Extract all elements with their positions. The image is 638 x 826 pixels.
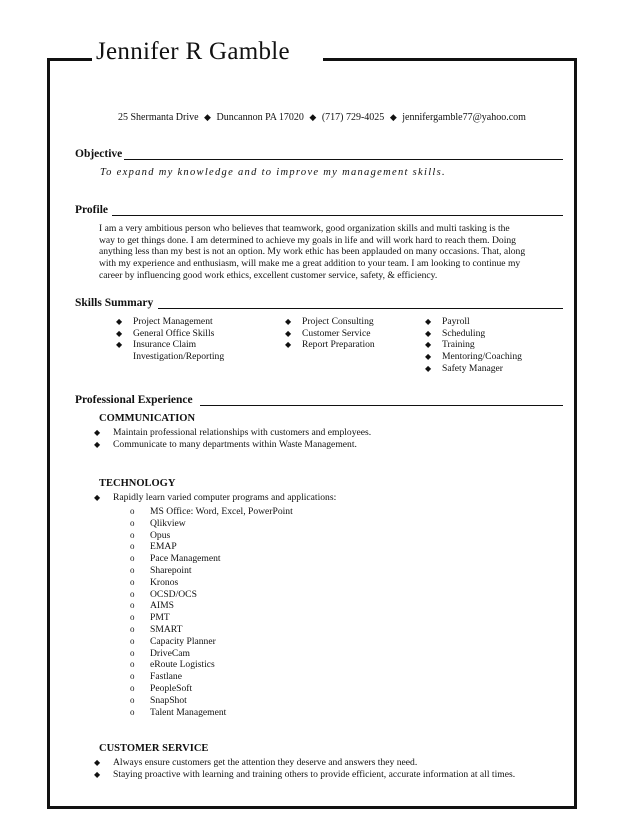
profile-line: with my experience and enthusiasm, will make me a great addition to your team. I am looking to continue my xyxy=(99,258,521,270)
technology-intro xyxy=(94,492,336,504)
contact-address: 25 Shermanta Drive xyxy=(118,112,199,123)
right-border xyxy=(574,58,577,809)
objective-text: To expand my knowledge and to improve my management skills. xyxy=(100,167,446,178)
technology-title: TECHNOLOGY xyxy=(99,478,176,489)
experience-heading: Professional Experience xyxy=(75,394,193,406)
diamond-bullet-icon: ◆ xyxy=(285,328,292,338)
contact-line xyxy=(118,112,526,123)
software-item: o PeopleSoft xyxy=(130,682,193,694)
communication-item: ◆ Communicate to many departments within Waste Management. xyxy=(94,438,357,450)
objective-rule xyxy=(124,159,563,160)
circle-bullet-icon: o xyxy=(130,623,135,634)
diamond-bullet-icon: ◆ xyxy=(425,352,432,362)
circle-bullet-icon: o xyxy=(130,553,135,564)
skill-item: ◆ Project Management xyxy=(116,316,213,327)
software-item: o OCSD/OCS xyxy=(130,588,197,600)
circle-bullet-icon: o xyxy=(130,517,135,528)
contact-city: Duncannon PA 17020 xyxy=(216,112,304,123)
circle-bullet-icon: o xyxy=(130,600,135,611)
skill-item: ◆ Insurance Claim xyxy=(116,339,197,351)
left-border xyxy=(47,58,50,809)
skill-item: ◆ General Office Skills xyxy=(116,327,215,339)
skills-rule xyxy=(158,308,563,309)
profile-heading: Profile xyxy=(75,204,108,216)
skill-item: ◆ Customer Service xyxy=(285,327,371,339)
skill-item: ◆ Mentoring/Coaching xyxy=(425,351,522,363)
communication-title: COMMUNICATION xyxy=(99,413,196,424)
profile-line: anything less than my best is not an option. My work ethic has been applauded on many occasions. That, along xyxy=(99,246,526,258)
circle-bullet-icon: o xyxy=(130,694,135,705)
skill-item: ◆ Training xyxy=(425,339,475,351)
skills-column-3 xyxy=(425,316,522,375)
communication-item: ◆ Maintain professional relationships with customers and employees. xyxy=(94,427,372,438)
software-item: o EMAP xyxy=(130,541,177,553)
software-item: o Sharepoint xyxy=(130,564,192,576)
software-item: o Kronos xyxy=(130,576,179,588)
experience-rule xyxy=(200,405,563,406)
diamond-separator-icon: ◆ xyxy=(389,112,397,122)
software-item: o eRoute Logistics xyxy=(130,659,215,671)
diamond-bullet-icon: ◆ xyxy=(285,317,292,326)
candidate-name: Jennifer R Gamble xyxy=(96,38,290,65)
skill-item: ◆ Project Consulting xyxy=(285,316,374,327)
customer-service-title: CUSTOMER SERVICE xyxy=(99,743,209,754)
diamond-separator-icon: ◆ xyxy=(309,112,317,122)
diamond-bullet-icon: ◆ xyxy=(94,769,101,779)
customer-service-list xyxy=(94,757,515,780)
profile-line: I am a very ambitious person who believes that teamwork, good organization skills and multi tasking is the xyxy=(99,223,510,234)
diamond-bullet-icon: ◆ xyxy=(94,493,101,502)
top-border-left xyxy=(47,58,92,61)
circle-bullet-icon: o xyxy=(130,588,135,599)
profile-line: way to get things done. I am determined to achieve my goals in life and will work hard to reach them. Doing xyxy=(99,234,516,246)
contact-phone: (717) 729-4025 xyxy=(321,112,385,123)
diamond-bullet-icon: ◆ xyxy=(94,758,101,767)
circle-bullet-icon: o xyxy=(130,659,135,670)
software-item: o PMT xyxy=(130,612,170,624)
skill-item: ◆ Payroll xyxy=(425,316,470,327)
circle-bullet-icon: o xyxy=(130,682,135,693)
skills-column-1 xyxy=(116,316,224,363)
diamond-bullet-icon: ◆ xyxy=(285,340,292,350)
circle-bullet-icon: o xyxy=(130,612,135,623)
software-item: o Talent Management xyxy=(130,706,227,718)
diamond-bullet-icon: ◆ xyxy=(425,328,432,338)
technology-intro-item: ◆ Rapidly learn varied computer programs and applications: xyxy=(94,492,337,503)
customer-service-item: ◆ Staying proactive with learning and training others to provide efficient, accurate information at all times. xyxy=(94,768,516,780)
software-item: o Opus xyxy=(130,529,171,541)
circle-bullet-icon: o xyxy=(130,671,135,682)
diamond-bullet-icon: ◆ xyxy=(425,340,432,350)
diamond-bullet-icon: ◆ xyxy=(425,317,432,326)
diamond-bullet-icon: ◆ xyxy=(116,317,123,326)
skills-column-2 xyxy=(285,316,375,351)
software-item: o Capacity Planner xyxy=(130,635,216,647)
software-item: o MS Office: Word, Excel, PowerPoint xyxy=(130,506,293,517)
circle-bullet-icon: o xyxy=(130,529,135,540)
diamond-bullet-icon: ◆ xyxy=(94,439,101,449)
circle-bullet-icon: o xyxy=(130,635,135,646)
circle-bullet-icon: o xyxy=(130,564,135,575)
customer-service-item: ◆ Always ensure customers get the attention they deserve and answers they need. xyxy=(94,757,418,768)
software-item: o Fastlane xyxy=(130,671,182,683)
software-item: o SMART xyxy=(130,623,183,635)
diamond-bullet-icon: ◆ xyxy=(116,340,123,350)
communication-list xyxy=(94,427,371,450)
circle-bullet-icon: o xyxy=(130,706,135,717)
software-item: o Qlikview xyxy=(130,517,186,529)
profile-paragraph xyxy=(99,223,559,282)
software-item: o Pace Management xyxy=(130,553,221,565)
top-border-right xyxy=(323,58,577,61)
profile-rule xyxy=(112,215,563,216)
diamond-bullet-icon: ◆ xyxy=(425,363,432,373)
technology-software-list xyxy=(130,506,293,718)
software-item: o SnapShot xyxy=(130,694,187,706)
skill-item-continuation: Investigation/Reporting xyxy=(133,351,225,363)
contact-email[interactable]: jennifergamble77@yahoo.com xyxy=(402,112,526,123)
skill-item: ◆ Report Preparation xyxy=(285,339,375,351)
diamond-bullet-icon: ◆ xyxy=(94,428,101,437)
circle-bullet-icon: o xyxy=(130,541,135,552)
skill-item: ◆ Safety Manager xyxy=(425,362,504,374)
circle-bullet-icon: o xyxy=(130,647,135,658)
skills-heading: Skills Summary xyxy=(75,297,154,309)
circle-bullet-icon: o xyxy=(130,576,135,587)
software-item: o AIMS xyxy=(130,600,174,612)
diamond-separator-icon: ◆ xyxy=(204,112,211,122)
profile-line: career by influencing good work ethics, excellent customer service, safety, & efficiency. xyxy=(99,269,438,281)
software-item: o DriveCam xyxy=(130,647,190,659)
skill-item: ◆ Scheduling xyxy=(425,327,486,339)
objective-heading: Objective xyxy=(75,148,123,160)
diamond-bullet-icon: ◆ xyxy=(116,328,123,338)
circle-bullet-icon: o xyxy=(130,506,135,516)
bottom-border xyxy=(47,806,577,809)
